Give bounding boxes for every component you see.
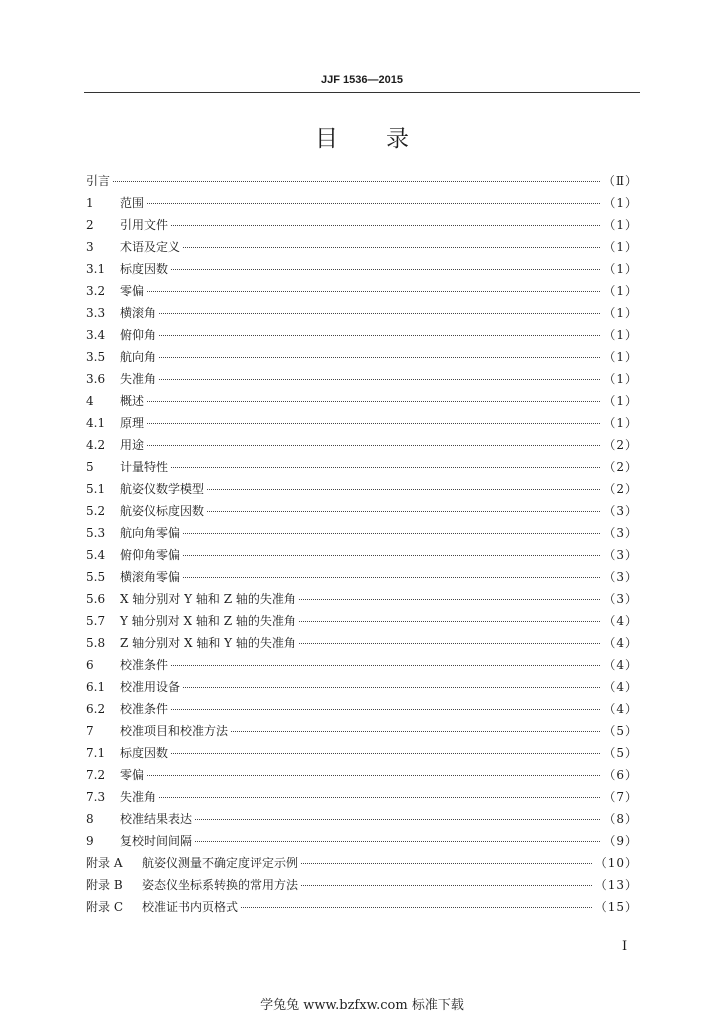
toc-entry-page: （1）	[603, 218, 638, 232]
toc-entry-number: 3.2	[86, 284, 106, 298]
toc-entry-page: （3）	[603, 570, 638, 584]
toc-entry[interactable]	[86, 588, 638, 610]
toc-entry-page: （5）	[603, 746, 638, 760]
toc-entry-title: 用途	[120, 438, 145, 452]
toc-entry[interactable]	[86, 456, 638, 478]
toc-entry-title: 横滚角零偏	[120, 570, 181, 584]
toc-entry-title: 航姿仪测量不确定度评定示例	[142, 856, 299, 870]
toc-entry[interactable]	[86, 742, 638, 764]
toc-leader-dots	[147, 291, 600, 292]
toc-leader-dots	[195, 841, 600, 842]
toc-entry-number: 7	[86, 724, 94, 738]
toc-entry-title: 航姿仪数学模型	[120, 482, 205, 496]
toc-leader-dots	[207, 489, 600, 490]
toc-entry-number: 3.6	[86, 372, 106, 386]
toc-leader-dots	[159, 797, 600, 798]
toc-entry-title: 航向角零偏	[120, 526, 181, 540]
page-title: 目录	[315, 126, 457, 152]
toc-entry-number: 3.4	[86, 328, 106, 342]
toc-entry-number: 6.1	[86, 680, 106, 694]
page-number: I	[622, 939, 628, 954]
toc-entry-title: Y 轴分别对 X 轴和 Z 轴的失准角	[120, 614, 296, 628]
toc-entry-title: 原理	[120, 416, 145, 430]
toc-entry-number: 5.1	[86, 482, 106, 496]
toc-entry-title: 俯仰角零偏	[120, 548, 181, 562]
toc-entry-page: （3）	[603, 592, 638, 606]
toc-entry-number: 5	[86, 460, 94, 474]
toc-entry-page: （15）	[594, 900, 638, 914]
toc-leader-dots	[241, 907, 592, 908]
toc-leader-dots	[159, 335, 600, 336]
toc-entry-page: （2）	[603, 460, 638, 474]
toc-leader-dots	[299, 621, 600, 622]
toc-entry-title: 校准条件	[120, 658, 169, 672]
toc-entry-title: X 轴分别对 Y 轴和 Z 轴的失准角	[120, 592, 296, 606]
toc-entry-title: 校准结果表达	[120, 812, 193, 826]
toc-entry[interactable]	[86, 786, 638, 808]
table-of-contents	[86, 170, 638, 918]
toc-entry[interactable]	[86, 896, 638, 918]
toc-entry-number: 8	[86, 812, 94, 826]
toc-entry-number: 7.2	[86, 768, 106, 782]
toc-entry-number: 5.6	[86, 592, 106, 606]
toc-leader-dots	[159, 313, 600, 314]
toc-entry[interactable]	[86, 720, 638, 742]
toc-entry-page: （1）	[603, 306, 638, 320]
toc-leader-dots	[159, 379, 600, 380]
toc-entry-page: （4）	[603, 680, 638, 694]
toc-entry-number: 3.3	[86, 306, 106, 320]
toc-entry-number: 4	[86, 394, 94, 408]
toc-leader-dots	[171, 709, 600, 710]
toc-entry-title: 校准条件	[120, 702, 169, 716]
toc-entry-number: 5.5	[86, 570, 106, 584]
toc-entry-page: （1）	[603, 262, 638, 276]
toc-leader-dots	[301, 863, 592, 864]
toc-entry[interactable]	[86, 236, 638, 258]
toc-leader-dots	[171, 467, 600, 468]
toc-entry-title: 校准证书内页格式	[142, 900, 239, 914]
toc-leader-dots	[183, 687, 600, 688]
toc-leader-dots	[147, 775, 600, 776]
toc-entry[interactable]	[86, 346, 638, 368]
toc-entry-title: 概述	[120, 394, 145, 408]
toc-entry-title: 失准角	[120, 372, 157, 386]
toc-entry-number: 7.3	[86, 790, 106, 804]
toc-entry-page: （5）	[603, 724, 638, 738]
toc-entry[interactable]	[86, 478, 638, 500]
document-header: JJF 1536—2015	[321, 74, 403, 86]
toc-entry-page: （3）	[603, 504, 638, 518]
toc-entry-page: （1）	[603, 196, 638, 210]
toc-entry-page: （1）	[603, 416, 638, 430]
toc-leader-dots	[159, 357, 600, 358]
toc-leader-dots	[113, 181, 600, 182]
toc-entry-number: 5.3	[86, 526, 106, 540]
toc-entry-title: 范围	[120, 196, 145, 210]
toc-entry-number: 6.2	[86, 702, 106, 716]
toc-entry-page: （6）	[603, 768, 638, 782]
toc-entry-page: （10）	[594, 856, 638, 870]
toc-entry[interactable]	[86, 808, 638, 830]
toc-entry-number: 5.2	[86, 504, 106, 518]
toc-entry[interactable]	[86, 544, 638, 566]
toc-entry[interactable]	[86, 324, 638, 346]
toc-leader-dots	[299, 643, 600, 644]
toc-entry[interactable]	[86, 302, 638, 324]
toc-leader-dots	[171, 269, 600, 270]
toc-leader-dots	[147, 423, 600, 424]
toc-leader-dots	[183, 577, 600, 578]
toc-entry-page: （1）	[603, 284, 638, 298]
toc-entry-page: （4）	[603, 614, 638, 628]
toc-entry-number: 9	[86, 834, 94, 848]
toc-entry-page: （1）	[603, 350, 638, 364]
toc-entry-page: （4）	[603, 636, 638, 650]
toc-leader-dots	[195, 819, 600, 820]
toc-entry-page: （1）	[603, 372, 638, 386]
toc-entry-number: 5.4	[86, 548, 106, 562]
toc-entry[interactable]	[86, 632, 638, 654]
toc-entry-page: （3）	[603, 526, 638, 540]
toc-entry-page: （7）	[603, 790, 638, 804]
toc-entry-number: 3	[86, 240, 94, 254]
toc-leader-dots	[183, 555, 600, 556]
toc-entry-title: 零偏	[120, 284, 145, 298]
toc-entry-page: （13）	[594, 878, 638, 892]
toc-entry-title: 航向角	[120, 350, 157, 364]
toc-entry-title: 标度因数	[120, 262, 169, 276]
toc-entry-number: 附录 C	[86, 900, 123, 914]
toc-leader-dots	[231, 731, 600, 732]
toc-entry[interactable]	[86, 368, 638, 390]
toc-entry[interactable]	[86, 852, 638, 874]
toc-entry-number: 附录 B	[86, 878, 123, 892]
toc-entry-number: 5.8	[86, 636, 106, 650]
toc-entry-title: 零偏	[120, 768, 145, 782]
toc-leader-dots	[299, 599, 600, 600]
toc-entry-title: 复校时间间隔	[120, 834, 193, 848]
toc-entry-number: 2	[86, 218, 94, 232]
toc-entry-number: 1	[86, 196, 94, 210]
toc-leader-dots	[171, 753, 600, 754]
toc-leader-dots	[301, 885, 592, 886]
toc-leader-dots	[207, 511, 600, 512]
toc-leader-dots	[147, 445, 600, 446]
toc-entry-title: 术语及定义	[120, 240, 181, 254]
toc-entry-number: 6	[86, 658, 94, 672]
toc-entry-page: （4）	[603, 702, 638, 716]
toc-entry-title: 横滚角	[120, 306, 157, 320]
toc-entry-title: 姿态仪坐标系转换的常用方法	[142, 878, 299, 892]
footer-watermark: 学兔兔 www.bzfxw.com 标准下载	[260, 998, 464, 1013]
header-rule	[84, 92, 640, 93]
toc-entry[interactable]	[86, 698, 638, 720]
toc-entry-page: （1）	[603, 394, 638, 408]
toc-entry[interactable]	[86, 676, 638, 698]
toc-entry-number: 3.1	[86, 262, 106, 276]
toc-entry[interactable]	[86, 566, 638, 588]
toc-entry-number: 5.7	[86, 614, 106, 628]
toc-entry-number: 附录 A	[86, 856, 123, 870]
toc-entry[interactable]	[86, 170, 638, 192]
toc-entry-title: Z 轴分别对 X 轴和 Y 轴的失准角	[120, 636, 296, 650]
toc-entry-page: （2）	[603, 482, 638, 496]
toc-leader-dots	[171, 225, 600, 226]
toc-entry-title: 校准用设备	[120, 680, 181, 694]
toc-entry-title: 校准项目和校准方法	[120, 724, 229, 738]
toc-entry-title: 引言	[86, 174, 111, 188]
toc-entry-page: （1）	[603, 240, 638, 254]
toc-entry-number: 3.5	[86, 350, 106, 364]
toc-entry-page: （1）	[603, 328, 638, 342]
toc-leader-dots	[171, 665, 600, 666]
toc-entry[interactable]	[86, 390, 638, 412]
toc-entry[interactable]	[86, 192, 638, 214]
toc-entry[interactable]	[86, 610, 638, 632]
toc-entry-title: 标度因数	[120, 746, 169, 760]
toc-entry-page: （2）	[603, 438, 638, 452]
toc-entry[interactable]	[86, 258, 638, 280]
toc-leader-dots	[183, 533, 600, 534]
toc-entry-title: 计量特性	[120, 460, 169, 474]
toc-entry-number: 4.2	[86, 438, 106, 452]
toc-entry[interactable]	[86, 830, 638, 852]
toc-entry-page: （9）	[603, 834, 638, 848]
toc-entry[interactable]	[86, 764, 638, 786]
toc-entry-number: 7.1	[86, 746, 106, 760]
toc-entry-number: 4.1	[86, 416, 106, 430]
toc-entry-title: 航姿仪标度因数	[120, 504, 205, 518]
toc-entry[interactable]	[86, 412, 638, 434]
toc-entry-page: （Ⅱ）	[602, 174, 638, 188]
toc-entry[interactable]	[86, 874, 638, 896]
toc-entry[interactable]	[86, 434, 638, 456]
toc-leader-dots	[183, 247, 600, 248]
toc-entry[interactable]	[86, 522, 638, 544]
toc-entry-title: 引用文件	[120, 218, 169, 232]
toc-entry[interactable]	[86, 500, 638, 522]
toc-entry-page: （8）	[603, 812, 638, 826]
toc-entry-page: （4）	[603, 658, 638, 672]
toc-entry[interactable]	[86, 280, 638, 302]
toc-entry[interactable]	[86, 654, 638, 676]
toc-leader-dots	[147, 203, 600, 204]
toc-entry-title: 俯仰角	[120, 328, 157, 342]
toc-entry[interactable]	[86, 214, 638, 236]
toc-leader-dots	[147, 401, 600, 402]
toc-entry-title: 失准角	[120, 790, 157, 804]
toc-entry-page: （3）	[603, 548, 638, 562]
